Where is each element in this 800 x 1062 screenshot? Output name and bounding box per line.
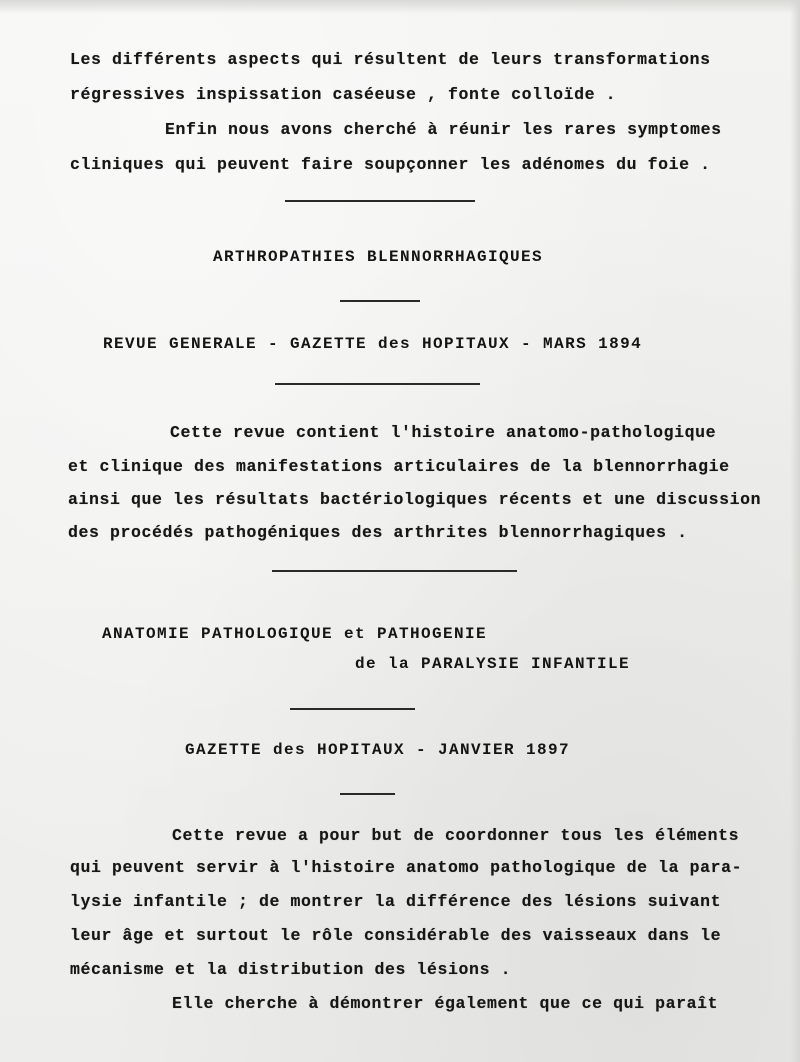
text-line: lysie infantile ; de montrer la différence des lésions suivant bbox=[70, 892, 722, 911]
text-line: Cette revue contient l'histoire anatomo-pathologique bbox=[170, 423, 717, 442]
text-line: qui peuvent servir à l'histoire anatomo pathologique de la para- bbox=[70, 858, 743, 877]
separator-rule bbox=[272, 570, 517, 572]
text-line: des procédés pathogéniques des arthrites blennorrhagiques . bbox=[68, 523, 688, 542]
text-line: régressives inspissation caséeuse , fonte colloïde . bbox=[70, 85, 617, 104]
text-line: cliniques qui peuvent faire soupçonner les adénomes du foie . bbox=[70, 155, 711, 174]
section-heading: de la PARALYSIE INFANTILE bbox=[355, 655, 631, 673]
text-line: Cette revue a pour but de coordonner tous les éléments bbox=[172, 826, 740, 845]
separator-rule bbox=[285, 200, 475, 202]
text-line: Les différents aspects qui résultent de leurs transformations bbox=[70, 50, 711, 69]
text-line: ainsi que les résultats bactériologiques récents et une discussion bbox=[68, 490, 762, 509]
publication-line: REVUE GENERALE - GAZETTE des HOPITAUX - MARS 1894 bbox=[103, 335, 643, 353]
text-line: et clinique des manifestations articulaires de la blennorrhagie bbox=[68, 457, 730, 476]
text-line: mécanisme et la distribution des lésions . bbox=[70, 960, 512, 979]
page-right-edge bbox=[790, 0, 800, 1062]
section-heading: ARTHROPATHIES BLENNORRHAGIQUES bbox=[213, 248, 544, 266]
text-line: leur âge et surtout le rôle considérable des vaisseaux dans le bbox=[70, 926, 722, 945]
section-heading: ANATOMIE PATHOLOGIQUE et PATHOGENIE bbox=[102, 625, 488, 643]
separator-rule bbox=[290, 708, 415, 710]
separator-rule bbox=[340, 793, 395, 795]
text-line: Elle cherche à démontrer également que ce qui paraît bbox=[172, 994, 719, 1013]
separator-rule bbox=[275, 383, 480, 385]
text-line: Enfin nous avons cherché à réunir les rares symptomes bbox=[165, 120, 722, 139]
publication-line: GAZETTE des HOPITAUX - JANVIER 1897 bbox=[185, 741, 571, 759]
separator-rule bbox=[340, 300, 420, 302]
page-top-edge bbox=[0, 0, 800, 14]
